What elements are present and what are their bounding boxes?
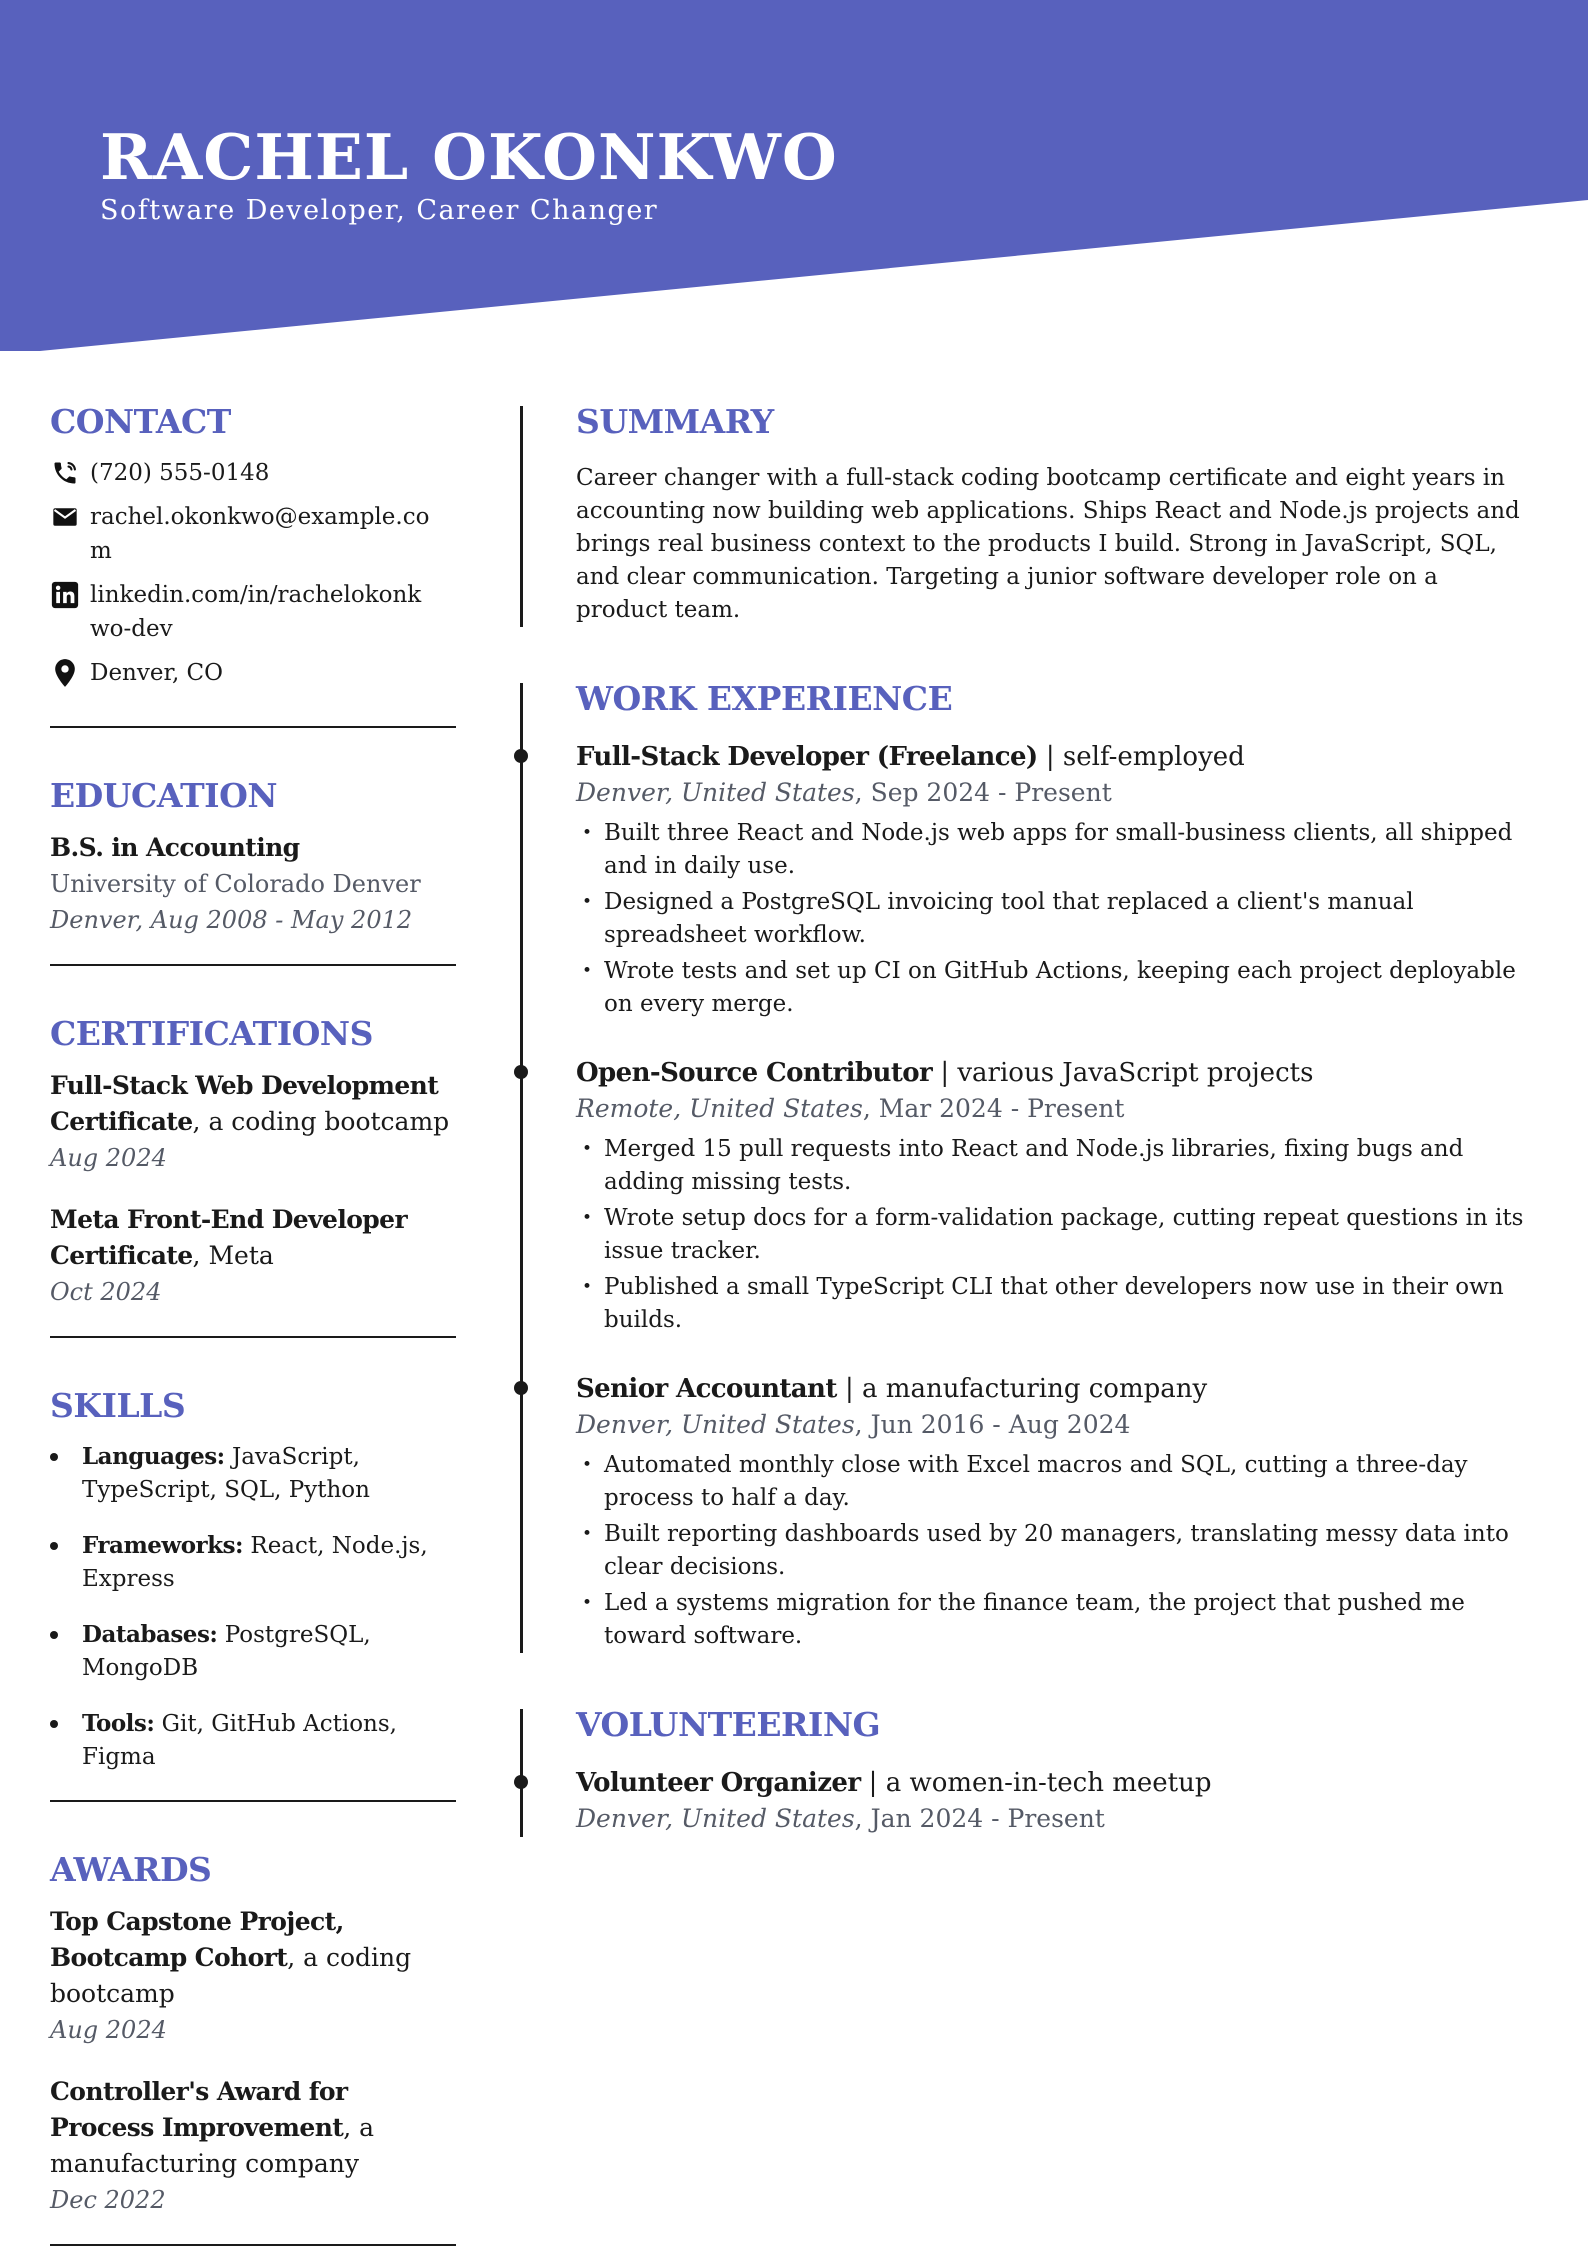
job-entry xyxy=(576,739,1536,1021)
job-location: Denver, United States xyxy=(576,1410,855,1439)
job-bullet: • Wrote setup docs for a form-validation package, cutting repeat questions in its issue tracker. xyxy=(576,1202,1536,1268)
job-header xyxy=(576,739,1536,775)
job-title: Full-Stack Developer (Freelance) xyxy=(576,742,1038,772)
volunteer-dates: , Jan 2024 - Present xyxy=(854,1804,1105,1833)
certification-date: Aug 2024 xyxy=(50,1144,167,1172)
skill-item xyxy=(50,1440,456,1507)
contact-linkedin[interactable] xyxy=(50,578,456,646)
header-text xyxy=(100,120,838,228)
job-entry xyxy=(576,1371,1536,1653)
job-org: | self-employed xyxy=(1037,742,1245,772)
volunteer-org: | a women-in-tech meetup xyxy=(860,1768,1212,1798)
work-experience-section xyxy=(576,677,1536,1653)
education-school: University of Colorado Denver xyxy=(50,870,421,898)
job-location: Denver, United States xyxy=(576,778,855,807)
timeline-dot xyxy=(514,1065,528,1079)
skill-item xyxy=(50,1529,456,1596)
certification-name: Meta Front-End Developer Certificate xyxy=(50,1205,408,1270)
contact-email-text: rachel.okonkwo@example.com xyxy=(90,504,430,564)
job-bullets xyxy=(576,1449,1536,1653)
skill-label: Frameworks: xyxy=(82,1532,244,1559)
summary-text: Career changer with a full-stack coding bootcamp certificate and eight years in accounting now building web applications. Ships React and Node.js projects and brings real business context to the products I build. Strong in JavaScript, SQL, and clear communication. Targeting a junior software developer role on a product team. xyxy=(576,465,1520,623)
education-degree: B.S. in Accounting xyxy=(50,833,300,862)
section-title-education: EDUCATION xyxy=(50,776,278,815)
certification-line xyxy=(50,1068,456,1140)
award-item xyxy=(50,1904,456,2048)
skill-item xyxy=(50,1707,456,1774)
award-name: Controller's Award for Process Improvement xyxy=(50,2077,348,2142)
certification-name: Full-Stack Web Development Certificate xyxy=(50,1071,439,1136)
candidate-tagline: Software Developer, Career Changer xyxy=(100,195,659,226)
job-location: Remote, United States xyxy=(576,1094,863,1123)
section-title-certifications: CERTIFICATIONS xyxy=(50,1014,373,1053)
skill-label: Languages: xyxy=(82,1443,225,1470)
job-bullet: • Automated monthly close with Excel macros and SQL, cutting a three-day process to half a day. xyxy=(576,1449,1536,1515)
job-header xyxy=(576,1371,1536,1407)
award-name: Top Capstone Project, Bootcamp Cohort xyxy=(50,1907,344,1972)
contact-phone xyxy=(50,456,456,490)
job-bullets xyxy=(576,817,1536,1021)
job-bullet: • Led a systems migration for the finance team, the project that pushed me toward software. xyxy=(576,1587,1536,1653)
skill-value: React, Node.js, Express xyxy=(82,1533,428,1592)
section-title-skills: SKILLS xyxy=(50,1386,186,1425)
summary-section xyxy=(576,400,1536,627)
job-header xyxy=(576,1055,1536,1091)
timeline-dot xyxy=(514,1381,528,1395)
contact-location-text: Denver, CO xyxy=(90,660,224,686)
job-title: Open-Source Contributor xyxy=(576,1058,933,1088)
award-item xyxy=(50,2074,456,2218)
education-section xyxy=(50,774,456,966)
job-bullets xyxy=(576,1133,1536,1337)
certification-issuer: , a coding bootcamp xyxy=(192,1107,450,1136)
skill-value: JavaScript, TypeScript, SQL, Python xyxy=(82,1444,370,1503)
job-bullet: • Published a small TypeScript CLI that other developers now use in their own builds. xyxy=(576,1271,1536,1337)
job-entry xyxy=(576,1055,1536,1337)
email-icon xyxy=(50,502,80,532)
timeline-rule xyxy=(520,1709,523,1837)
job-meta xyxy=(576,775,1536,811)
contact-email[interactable] xyxy=(50,500,456,568)
job-dates: , Sep 2024 - Present xyxy=(854,778,1112,807)
job-title: Senior Accountant xyxy=(576,1374,837,1404)
skills-list xyxy=(50,1440,456,1774)
job-dates: , Mar 2024 - Present xyxy=(862,1094,1125,1123)
contact-section xyxy=(50,400,456,728)
job-bullet: • Built reporting dashboards used by 20 managers, translating messy data into clear decisions. xyxy=(576,1518,1536,1584)
certification-item xyxy=(50,1068,456,1176)
award-line xyxy=(50,2074,456,2182)
volunteer-meta xyxy=(576,1801,1536,1837)
volunteer-location: Denver, United States xyxy=(576,1804,855,1833)
job-bullet: • Wrote tests and set up CI on GitHub Actions, keeping each project deployable on every merge. xyxy=(576,955,1536,1021)
job-meta xyxy=(576,1407,1536,1443)
job-dates: , Jun 2016 - Aug 2024 xyxy=(854,1410,1131,1439)
linkedin-icon xyxy=(50,580,80,610)
job-bullet: • Built three React and Node.js web apps for small-business clients, all shipped and in daily use. xyxy=(576,817,1536,883)
volunteer-title: Volunteer Organizer xyxy=(576,1768,861,1798)
certification-issuer: , Meta xyxy=(192,1241,274,1270)
job-org: | a manufacturing company xyxy=(836,1374,1208,1404)
timeline-dot xyxy=(514,1775,528,1789)
candidate-name: RACHEL OKONKWO xyxy=(100,120,838,194)
award-date: Aug 2024 xyxy=(50,2016,167,2044)
award-date: Dec 2022 xyxy=(50,2186,166,2214)
phone-icon xyxy=(50,458,80,488)
award-line xyxy=(50,1904,456,2012)
skill-label: Databases: xyxy=(82,1621,218,1648)
job-bullet: • Designed a PostgreSQL invoicing tool that replaced a client's manual spreadsheet workflow. xyxy=(576,886,1536,952)
volunteering-section xyxy=(576,1703,1536,1837)
left-column xyxy=(50,400,456,2246)
certification-item xyxy=(50,1202,456,1310)
award-issuer: , a manufacturing company xyxy=(50,2113,375,2178)
section-title-awards: AWARDS xyxy=(50,1850,212,1889)
skill-value: Git, GitHub Actions, Figma xyxy=(82,1711,397,1770)
award-issuer: , a coding bootcamp xyxy=(50,1943,412,2008)
skill-item xyxy=(50,1618,456,1685)
location-pin-icon xyxy=(50,658,80,688)
contact-linkedin-text: linkedin.com/in/rachelokonkwo-dev xyxy=(90,582,422,642)
contact-phone-text: (720) 555-0148 xyxy=(90,460,270,486)
section-title-work-experience: WORK EXPERIENCE xyxy=(576,679,953,718)
certification-date: Oct 2024 xyxy=(50,1278,162,1306)
volunteer-entry xyxy=(576,1765,1536,1837)
section-title-contact: CONTACT xyxy=(50,402,231,441)
right-column xyxy=(576,400,1536,1887)
job-meta xyxy=(576,1091,1536,1127)
contact-location xyxy=(50,656,456,690)
section-title-summary: SUMMARY xyxy=(576,402,774,441)
skills-section xyxy=(50,1384,456,1802)
volunteer-header xyxy=(576,1765,1536,1801)
job-bullet: • Merged 15 pull requests into React and Node.js libraries, fixing bugs and adding missing tests. xyxy=(576,1133,1536,1199)
timeline-dot xyxy=(514,749,528,763)
certifications-section xyxy=(50,1012,456,1338)
awards-section xyxy=(50,1848,456,2246)
section-title-volunteering: VOLUNTEERING xyxy=(576,1705,881,1744)
timeline-rule xyxy=(520,406,523,627)
skill-value: PostgreSQL, MongoDB xyxy=(82,1622,371,1681)
timeline-rule xyxy=(520,683,523,1653)
job-org: | various JavaScript projects xyxy=(932,1058,1314,1088)
education-dates: Denver, Aug 2008 - May 2012 xyxy=(50,906,413,934)
skill-label: Tools: xyxy=(82,1710,155,1737)
certification-line xyxy=(50,1202,456,1274)
